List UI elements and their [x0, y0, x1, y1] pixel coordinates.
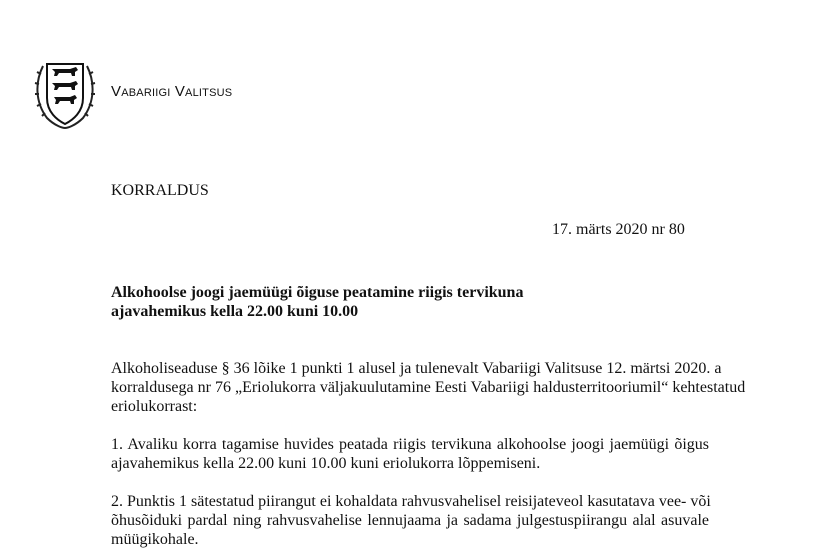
paragraph-line: 2. Punktis 1 sätestatud piirangut ei kohaldata rahvusvahelisel reisijateveol kasutatava vee- või — [111, 493, 711, 510]
paragraph-line: Alkoholiseaduse § 36 lõike 1 punkti 1 alusel ja tulenevalt Vabariigi Valitsuse 12. märtsi 2020. a — [111, 360, 722, 377]
government-name: Vabariigi Valitsus — [111, 83, 233, 100]
paragraph-line: eriolukorrast: — [111, 398, 198, 415]
document-date-number: 17. märts 2020 nr 80 — [552, 221, 685, 238]
paragraph-line: 1. Avaliku korra tagamise huvides peatada riigis tervikuna alkohoolse joogi jaemüügi õigus — [111, 436, 709, 453]
title-line: Alkohoolse joogi jaemüügi õiguse peatamine riigis tervikuna — [111, 284, 524, 301]
intro-paragraph — [111, 359, 746, 416]
paragraph-line: ajavahemikus kella 22.00 kuni 10.00 kuni eriolukorra lõppemiseni. — [111, 455, 541, 472]
paragraph-line: õhusõiduki pardal ning rahvusvahelise lennujaama ja sadama julgestuspiirangu alal asuvale — [111, 512, 709, 529]
paragraph-line: müügikohale. — [111, 531, 199, 548]
clause-1 — [111, 435, 709, 473]
coat-of-arms-logo — [33, 58, 97, 130]
clause-2 — [111, 492, 709, 549]
paragraph-line: korraldusega nr 76 „Eriolukorra väljakuulutamine Eesti Vabariigi haldusterritooriumil“ kehtestatud — [111, 379, 746, 396]
title-line: ajavahemikus kella 22.00 kuni 10.00 — [111, 303, 359, 320]
document-title — [111, 283, 631, 321]
document-type: KORRALDUS — [111, 182, 209, 199]
